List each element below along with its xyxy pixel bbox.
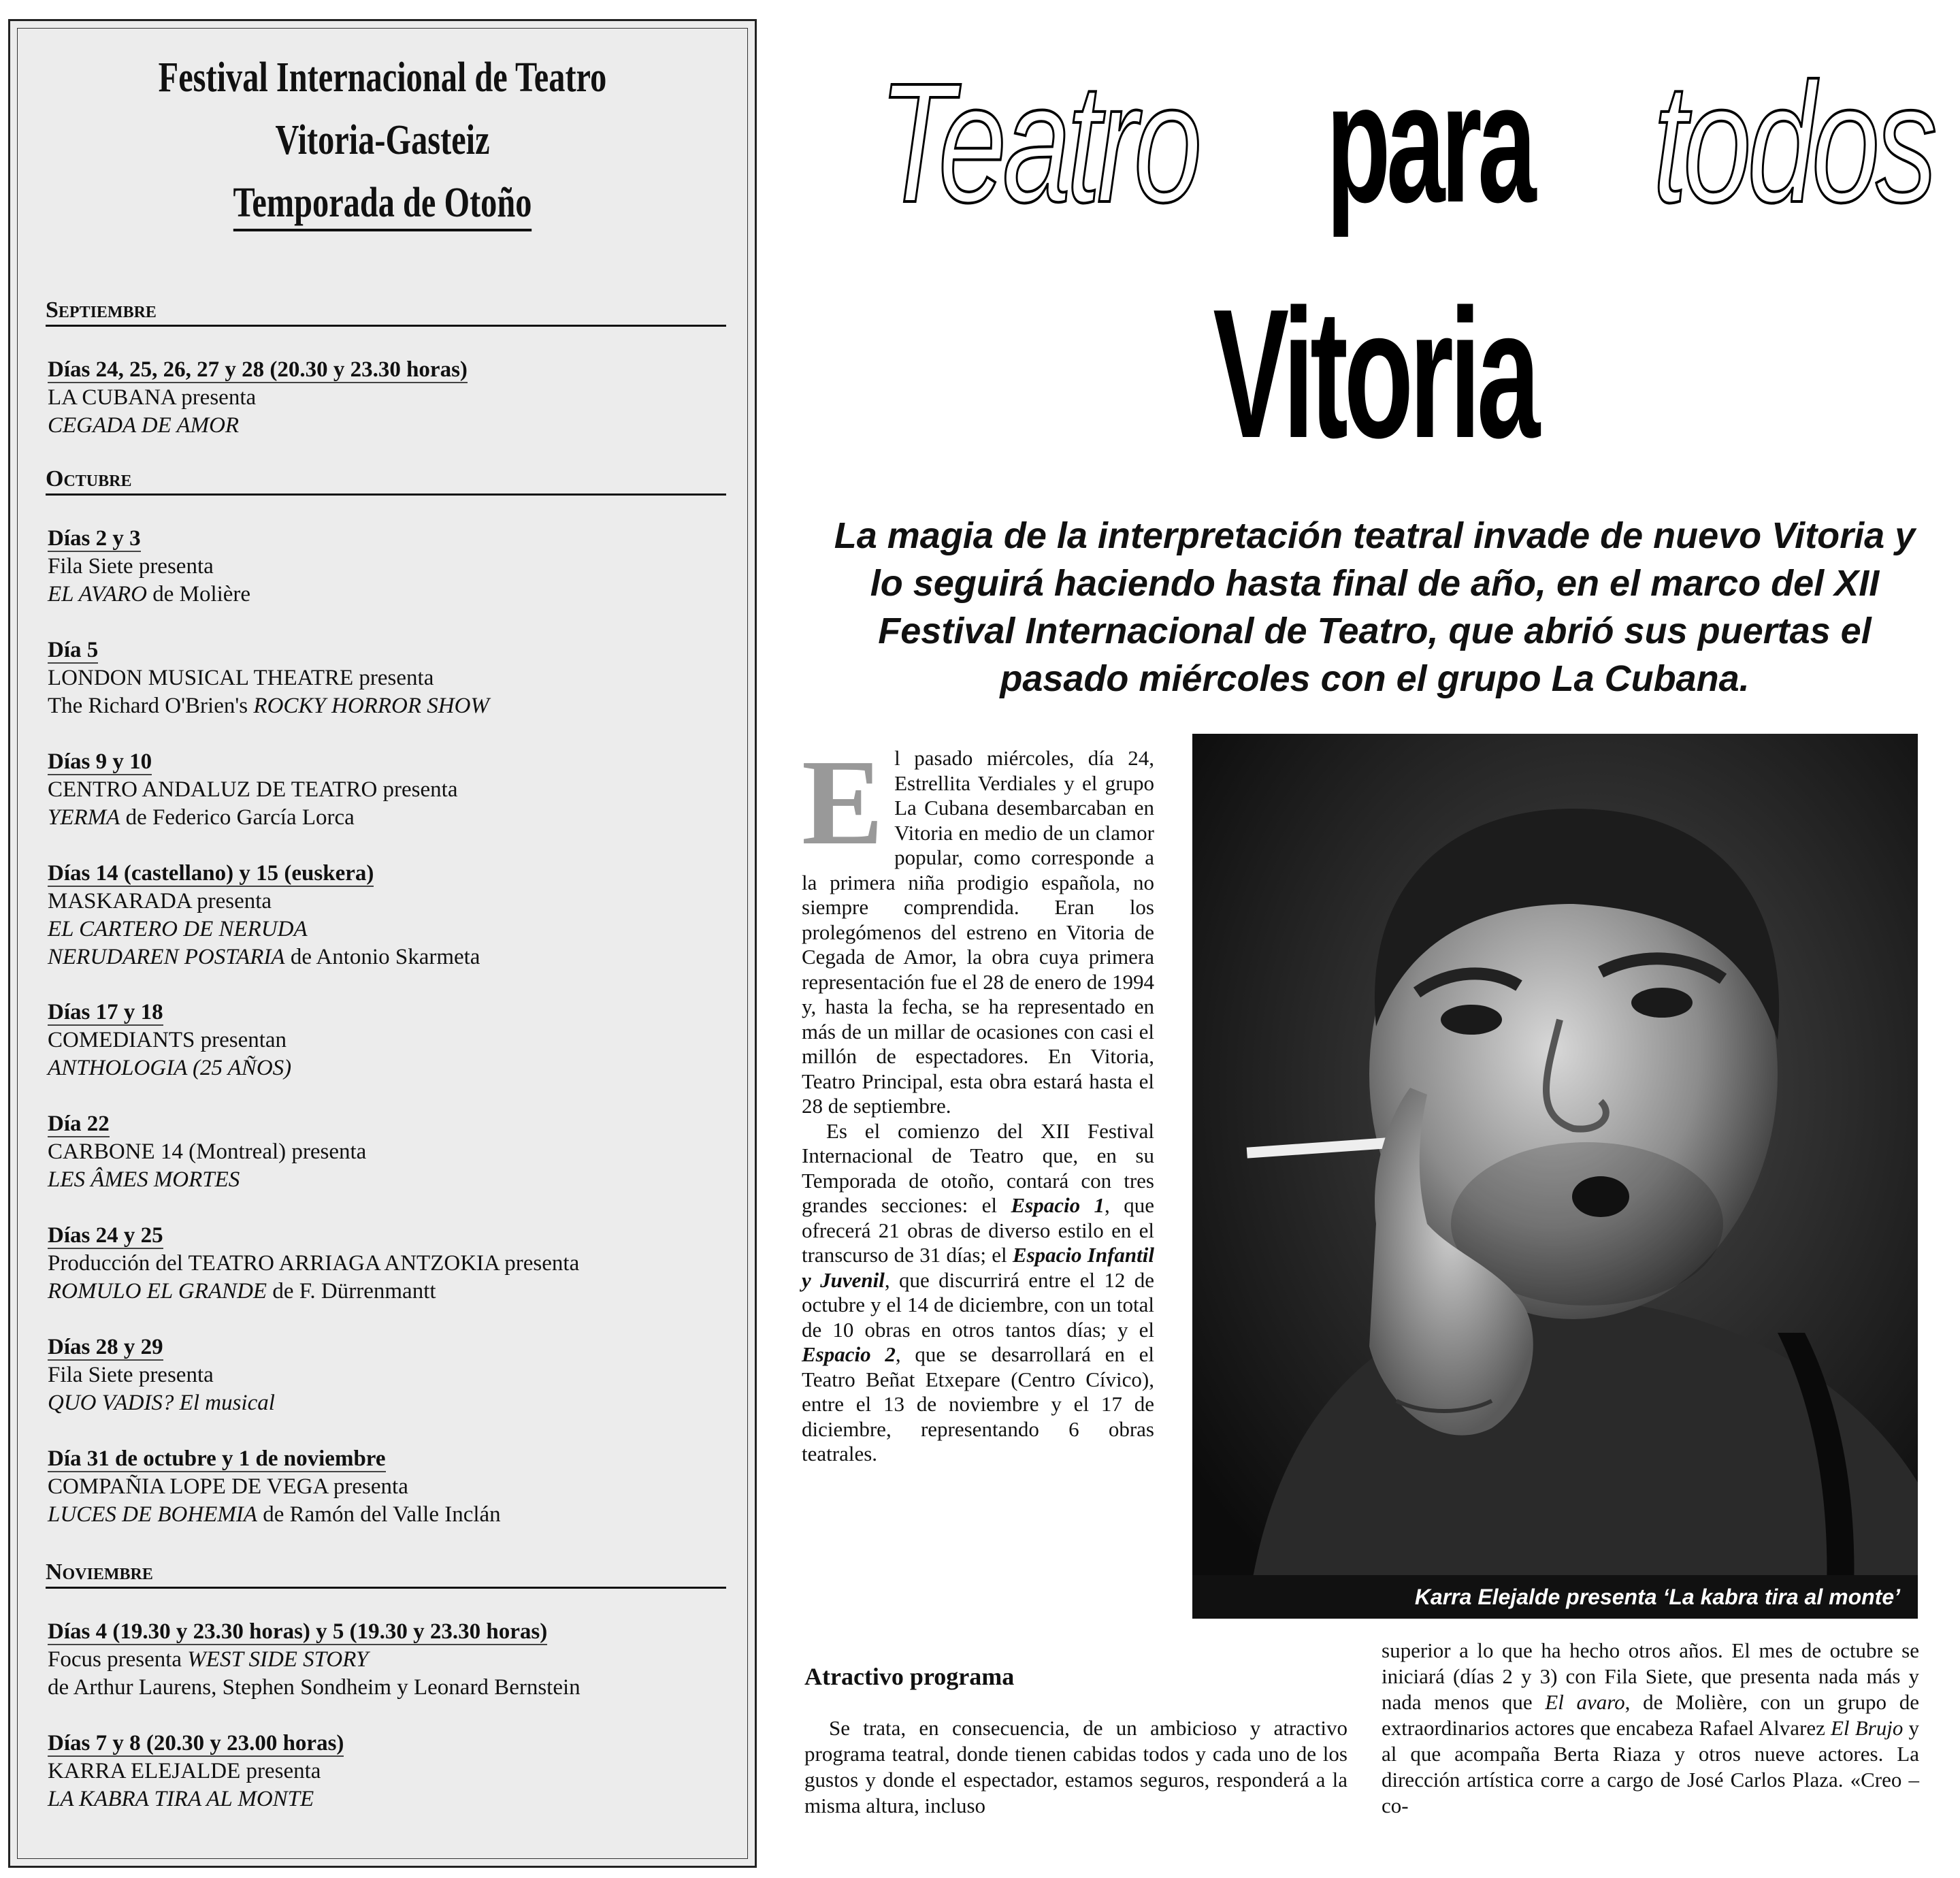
- entry-title: ANTHOLOGIA (25 AÑOS): [48, 1056, 292, 1080]
- entry-title: CEGADA DE AMOR: [48, 413, 240, 438]
- entry-company: Producción del TEATRO ARRIAGA ANTZOKIA presenta: [48, 1251, 580, 1276]
- entry-prefix: The Richard O'Brien's: [48, 694, 254, 718]
- listing-entry: [48, 1730, 734, 1813]
- headline-word-teatro: Teatro: [879, 48, 1198, 238]
- entry-date: Días 14 (castellano) y 15 (euskera): [48, 861, 374, 886]
- entry-date: Días 7 y 8 (20.30 y 23.00 horas): [48, 1731, 344, 1755]
- photo-caption: Karra Elejalde presenta ‘La kabra tira al monte’: [1192, 1575, 1918, 1619]
- entry-date: Días 4 (19.30 y 23.30 horas) y 5 (19.30 y 23.30 horas): [48, 1619, 548, 1644]
- entry-title: QUO VADIS? El musical: [48, 1391, 275, 1415]
- entry-title: ROMULO EL GRANDE: [48, 1279, 267, 1304]
- headline-word-todos: todos: [1652, 48, 1933, 238]
- listing-entry: [48, 1445, 734, 1529]
- month-heading-septiembre: Septiembre: [46, 297, 726, 327]
- listing-title-line-3: Temporada de Otoño: [92, 179, 672, 227]
- entry-authors: de Arthur Laurens, Stephen Sondheim y Leonard Bernstein: [48, 1675, 581, 1700]
- listing-entry: [48, 860, 734, 971]
- listing-entry: [48, 999, 734, 1082]
- entry-title: WEST SIDE STORY: [187, 1647, 369, 1672]
- entry-company: Fila Siete presenta: [48, 554, 214, 579]
- listing-title-line-1: Festival Internacional de Teatro: [158, 54, 607, 101]
- headline-word-para: para: [1326, 48, 1533, 238]
- entry-author: de Ramón del Valle Inclán: [257, 1502, 501, 1527]
- entry-company: Fila Siete presenta: [48, 1363, 214, 1387]
- entry-title-euskera: NERUDAREN POSTARIA: [48, 945, 285, 969]
- entry-company: CENTRO ANDALUZ DE TEATRO presenta: [48, 777, 458, 802]
- listing-entry: [48, 636, 734, 720]
- listing-entry: [48, 525, 734, 609]
- entry-date: Día 31 de octubre y 1 de noviembre: [48, 1446, 386, 1471]
- listing-entry: [48, 1222, 734, 1306]
- entry-title: LES ÂMES MORTES: [48, 1167, 240, 1192]
- article-paragraph-2: Es el comienzo del XII Festival Internacional de Teatro que, en su Temporada de otoño, contará con tres grandes secciones: el Espacio 1, que ofrecerá 21 obras de diverso estilo en el transcurso de 31 días; el Espacio Infantil y Juvenil, que discurrirá entre el 12 de octubre y el 14 de diciembre, con un total de 10 obras en otros tantos días; y el Espacio 2, que se desarrollará en el Teatro Beñat Etxepare (Centro Cívico), entre el 13 de noviembre y el 17 de diciembre, representando 6 obras teatrales.: [802, 1118, 1154, 1466]
- entry-date: Días 2 y 3: [48, 526, 141, 551]
- article-column-3: superior a lo que ha hecho otros años. El mes de octubre se iniciará (días 2 y 3) con Fila Siete, que presenta nada más y nada menos que El avaro, de Molière, con un grupo de extraordinarios actores que encabeza Rafael Alvarez El Brujo y al que acompaña Berta Riaza y otros nueve actores. La dirección artística corre a cargo de José Carlos Plaza. «Creo –co-: [1382, 1638, 1919, 1817]
- entry-author: de F. Dürrenmantt: [267, 1279, 436, 1304]
- entry-title: YERMA: [48, 805, 120, 830]
- listing-entry: [48, 1333, 734, 1417]
- entry-company: KARRA ELEJALDE presenta: [48, 1759, 321, 1783]
- entry-date: Días 24, 25, 26, 27 y 28 (20.30 y 23.30 horas): [48, 357, 468, 382]
- festival-listing-box: [8, 19, 757, 1868]
- article-paragraph-1: El pasado miércoles, día 24, Estrellita Verdiales y el grupo La Cubana desembarcaban en Vitoria en medio de un clamor popular, como corresponde a la primera niña prodigio española, no siempre comprendida. Eran los prolegómenos del estreno en Vitoria de Cegada de Amor, la obra cuya primera representación fue el 28 de enero de 1994 y, hasta la fecha, se ha representado en más de un millar de ocasiones con casi el millón de espectadores. En Vitoria, Teatro Principal, esta obra estará hasta el 28 de septiembre.: [802, 734, 1154, 1118]
- entry-date: Día 5: [48, 638, 99, 662]
- entry-company: MASKARADA presenta: [48, 889, 272, 913]
- listing-title-line-2: Vitoria-Gasteiz: [275, 117, 490, 163]
- article-headline: [817, 48, 1933, 516]
- entry-title: LUCES DE BOHEMIA: [48, 1502, 257, 1527]
- article-standfirst: La magia de la interpretación teatral invade de nuevo Vitoria y lo seguirá haciendo hasta final de año, en el marco del XII Festival Internacional de Teatro, que abrió sus puertas el pasado miércoles con el grupo La Cubana.: [834, 515, 1916, 699]
- article-column-2: Se trata, en consecuencia, de un ambicioso y atractivo programa teatral, donde tienen cabidas todos y cada uno de los gustos y donde el espectador, estamos seguros, responderá a la misma altura, incluso: [804, 1716, 1348, 1817]
- month-heading-noviembre: Noviembre: [46, 1559, 726, 1589]
- listing-entry: [48, 356, 734, 440]
- entry-title: EL AVARO: [48, 582, 147, 606]
- listing-entry: [48, 1618, 734, 1702]
- entry-title: ROCKY HORROR SHOW: [253, 694, 489, 718]
- entry-company: LONDON MUSICAL THEATRE presenta: [48, 666, 434, 690]
- portrait-illustration: [1192, 734, 1918, 1619]
- entry-date: Día 22: [48, 1112, 110, 1136]
- entry-title: LA KABRA TIRA AL MONTE: [48, 1787, 314, 1811]
- entry-author: de Antonio Skarmeta: [284, 945, 480, 969]
- entry-author: de Molière: [146, 582, 251, 606]
- headline-word-vitoria: Vitoria: [1213, 272, 1537, 476]
- month-heading-octubre: Octubre: [46, 466, 726, 496]
- article-subhead: Atractivo programa: [804, 1663, 1015, 1690]
- entry-company: COMEDIANTS presentan: [48, 1028, 287, 1052]
- entry-date: Días 28 y 29: [48, 1335, 163, 1359]
- entry-date: Días 24 y 25: [48, 1223, 163, 1248]
- entry-author: de Federico García Lorca: [120, 805, 355, 830]
- entry-date: Días 17 y 18: [48, 1000, 163, 1024]
- listing-entry: [48, 748, 734, 832]
- entry-prefix: Focus presenta: [48, 1647, 188, 1672]
- entry-date: Días 9 y 10: [48, 749, 152, 774]
- listing-entry: [48, 1110, 734, 1194]
- entry-company: CARBONE 14 (Montreal) presenta: [48, 1139, 367, 1164]
- article-column-1: [802, 734, 1154, 1467]
- entry-company: LA CUBANA presenta: [48, 385, 257, 410]
- entry-company: COMPAÑIA LOPE DE VEGA presenta: [48, 1474, 408, 1499]
- karra-elejalde-photo: [1192, 734, 1918, 1619]
- entry-title: EL CARTERO DE NERUDA: [48, 917, 308, 941]
- drop-cap: E: [802, 734, 884, 870]
